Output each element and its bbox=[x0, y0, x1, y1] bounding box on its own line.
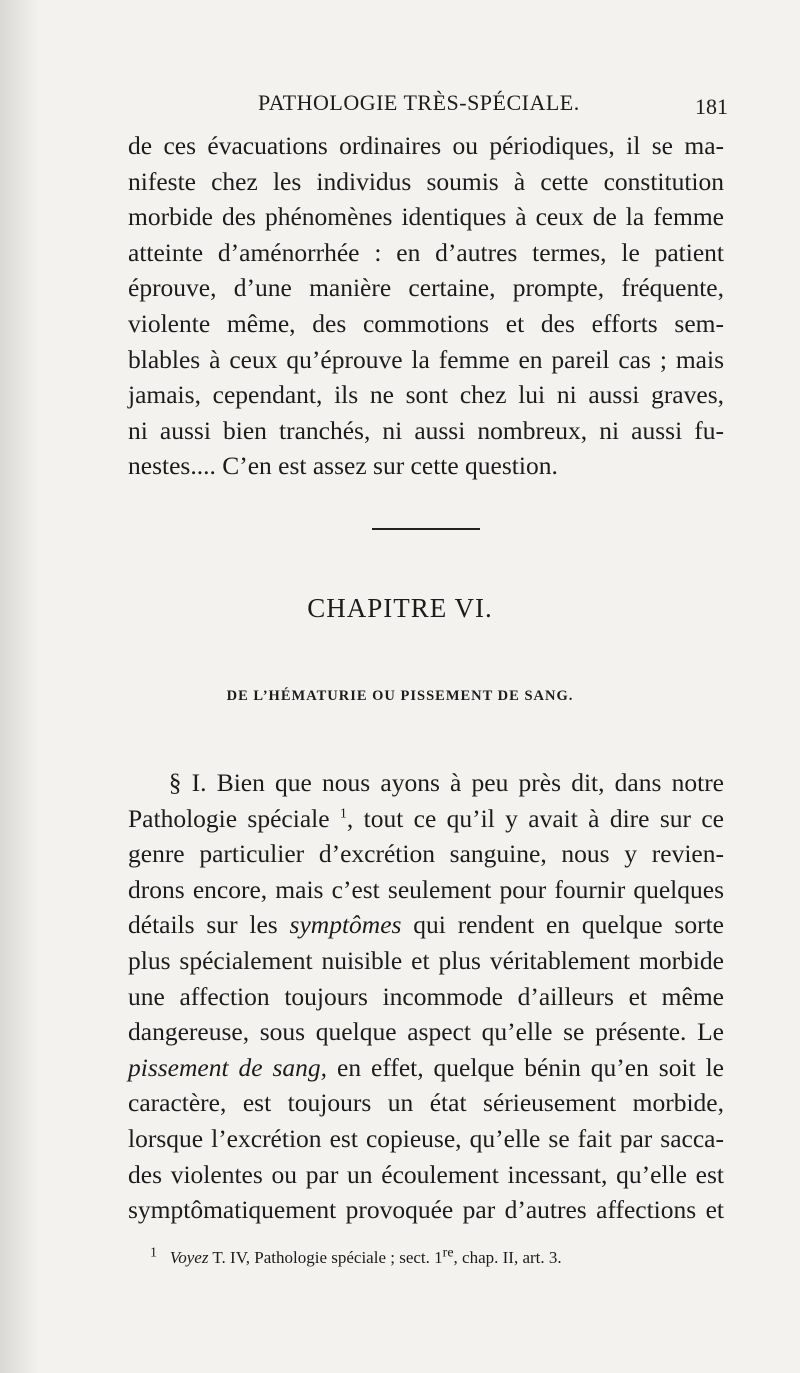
text-line: plus spécialement nuisible et plus véritablement morbide bbox=[128, 945, 724, 975]
text-line: ni aussi bien tranchés, ni aussi nombreux, ni aussi fu- bbox=[128, 415, 724, 445]
page-edge-shadow bbox=[0, 0, 40, 1373]
text-line: lorsque l’excrétion est copieuse, qu’elle se fait par sacca- bbox=[128, 1123, 724, 1153]
footnote-text: , chap. II, art. 3. bbox=[453, 1248, 562, 1267]
italic-term: symptômes bbox=[289, 910, 402, 940]
text-line: dangereuse, sous quelque aspect qu’elle se présente. Le bbox=[128, 1017, 724, 1047]
text-line: violente même, des commotions et des efforts sem- bbox=[128, 308, 724, 338]
text-segment: en effet, quelque bénin qu’en soit le bbox=[327, 1052, 724, 1082]
text-line: morbide des phénomènes identiques à ceux de la femme bbox=[128, 202, 724, 232]
italic-term: pissement de sang, bbox=[128, 1052, 328, 1082]
text-line bbox=[128, 907, 724, 943]
section-divider bbox=[372, 528, 480, 530]
text-line: nestes.... C’en est assez sur cette question. bbox=[128, 451, 558, 481]
text-line: drons encore, mais c’est seulement pour fournir quelques bbox=[128, 874, 724, 904]
running-title: PATHOLOGIE TRÈS-SPÉCIALE. bbox=[258, 90, 580, 115]
text-line: jamais, cependant, ils ne sont chez lui ni aussi graves, bbox=[128, 380, 724, 410]
text-line: atteinte d’aménorrhée : en d’autres termes, le patient bbox=[128, 237, 724, 267]
text-line: nifeste chez les individus soumis à cette constitution bbox=[128, 166, 724, 196]
page-number: 181 bbox=[695, 94, 728, 119]
footnote-text: T. IV, Pathologie spéciale ; sect. 1 bbox=[208, 1248, 443, 1267]
footnote-italic: Voyez bbox=[169, 1248, 209, 1267]
text-segment: détails sur les bbox=[128, 910, 290, 940]
paragraph-1 bbox=[128, 128, 724, 484]
text-segment: § I. Bien que nous ayons à peu près dit, dans notre bbox=[168, 768, 725, 797]
chapter-subtitle: DE L’HÉMATURIE OU PISSEMENT DE SANG. bbox=[226, 688, 574, 704]
text-line: genre particulier d’excrétion sanguine, nous y revien- bbox=[128, 839, 724, 869]
chapter-title: CHAPITRE VI. bbox=[307, 593, 493, 623]
footnote bbox=[150, 1245, 710, 1268]
text-segment: qui rendent en quelque sorte bbox=[401, 910, 724, 940]
text-line: caractère, est toujours un état sérieusement morbide, bbox=[128, 1088, 724, 1118]
text-line: de ces évacuations ordinaires ou périodiques, il se ma- bbox=[128, 131, 724, 160]
text-line bbox=[128, 801, 724, 837]
text-line bbox=[128, 765, 724, 801]
text-line: symptômatiquement provoquée par d’autres affections et bbox=[128, 1195, 724, 1225]
running-head bbox=[258, 90, 728, 130]
text-line: éprouve, d’une manière certaine, prompte, fréquente, bbox=[128, 273, 724, 303]
text-line: une affection toujours incommode d’ailleurs et même bbox=[128, 981, 724, 1011]
paragraph-2 bbox=[128, 765, 724, 1228]
footnote-superscript: re bbox=[442, 1245, 454, 1261]
text-segment: Pathologie spéciale bbox=[128, 803, 340, 833]
indent bbox=[128, 768, 169, 797]
text-line bbox=[128, 1050, 724, 1086]
text-segment: , tout ce qu’il y avait à dire sur ce bbox=[346, 803, 724, 833]
text-line: des violentes ou par un écoulement incessant, qu’elle est bbox=[128, 1159, 724, 1189]
footnote-marker: 1 bbox=[150, 1245, 157, 1261]
footnote-reference: 1 bbox=[339, 806, 347, 822]
text-line: blables à ceux qu’éprouve la femme en pareil cas ; mais bbox=[128, 344, 724, 374]
